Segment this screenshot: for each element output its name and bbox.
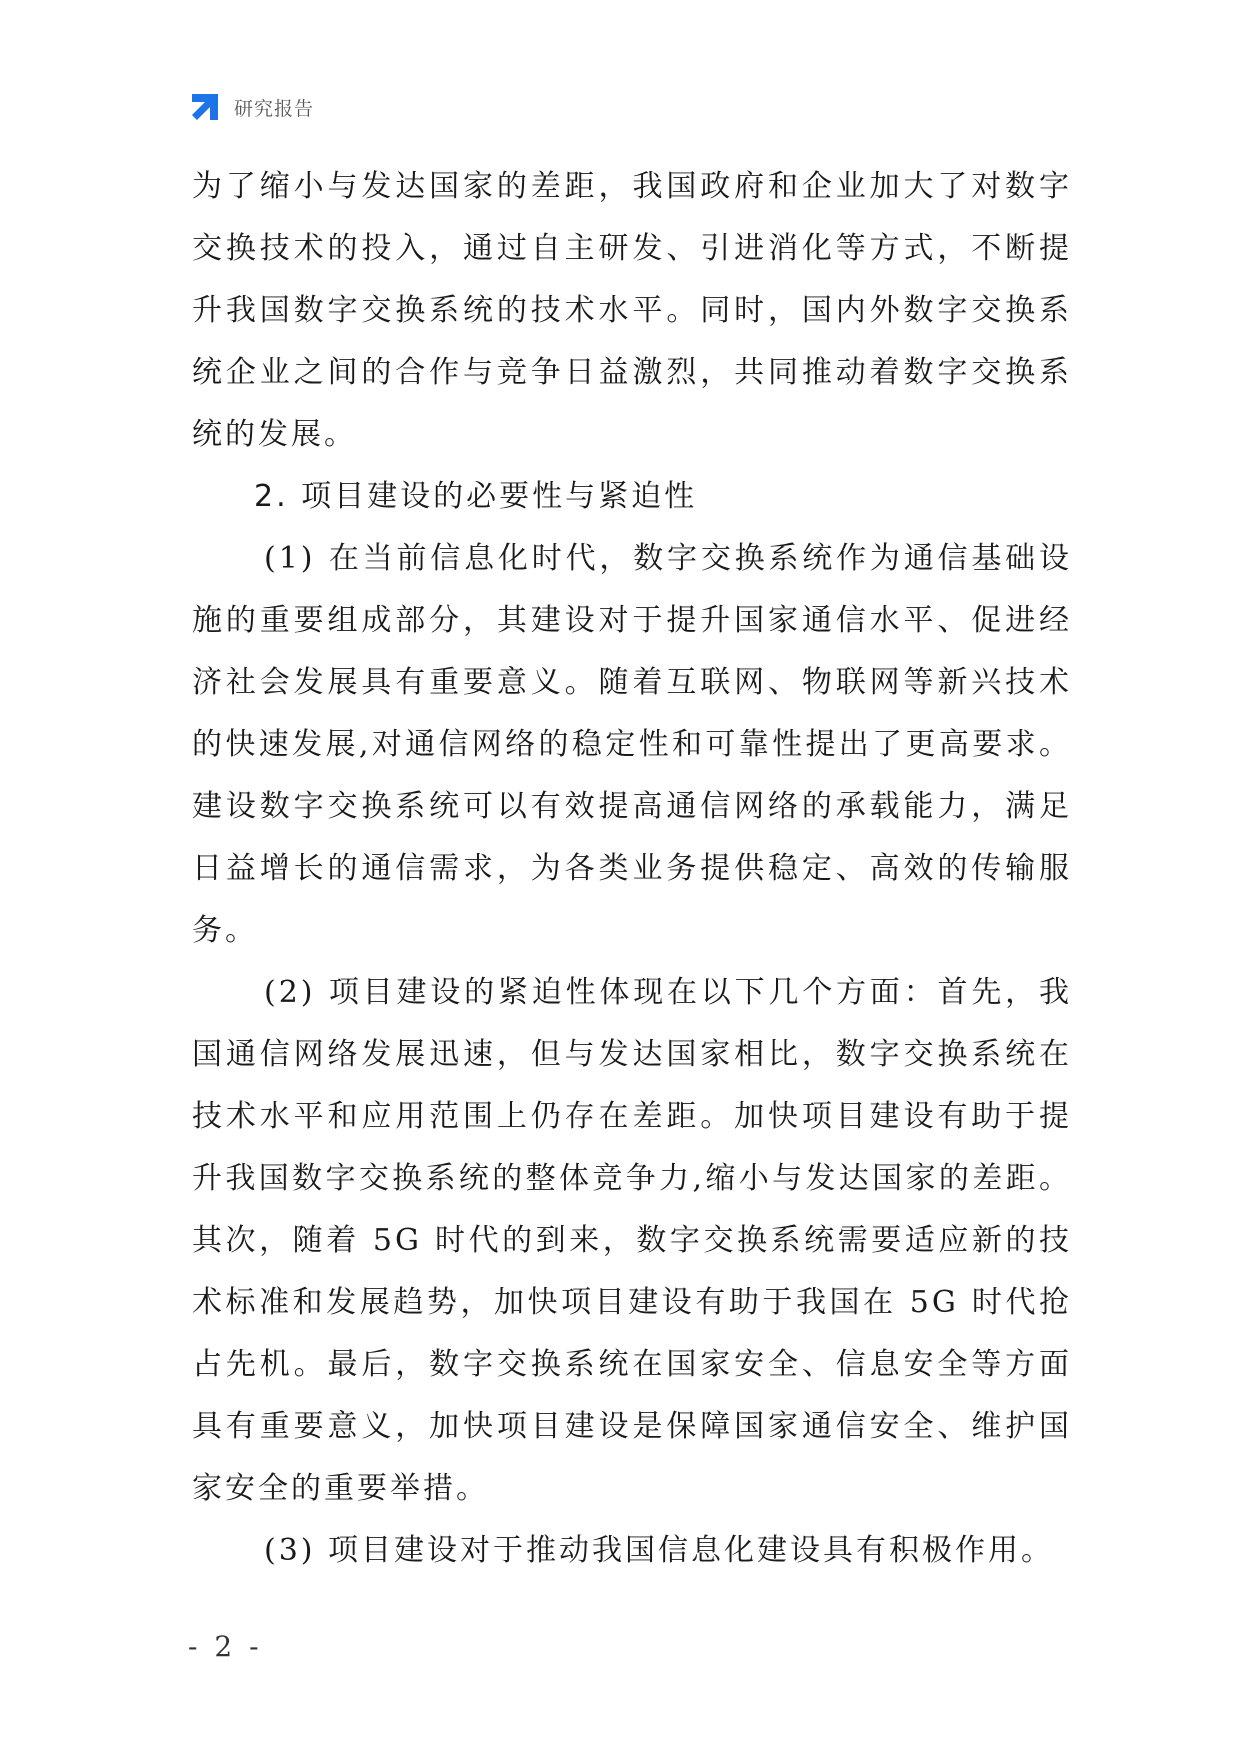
page-header (188, 90, 314, 124)
paragraph-1: 为了缩小与发达国家的差距，我国政府和企业加大了对数字交换技术的投入，通过自主研发、引进消化等方式，不断提升我国数字交换系统的技术水平。同时，国内外数字交换系统企业之间的合作与竞争日益激烈，共同推动着数字交换系统的发展。 (192, 169, 1072, 452)
section-heading (192, 466, 1072, 528)
section-heading-text: 项目建设的必要性与紧迫性 (301, 479, 698, 514)
page-number: - 2 - (188, 1630, 263, 1663)
header-title: 研究报告 (234, 97, 315, 120)
document-body (192, 156, 1072, 1582)
paragraph-3: (2) 项目建设的紧迫性体现在以下几个方面：首先，我国通信网络发展迅速，但与发达国家相比，数字交换系统在技术水平和应用范围上仍存在差距。加快项目建设有助于提升我国数字交换系统的整体竞争力,缩小与发达国家的差距。其次，随着 5G 时代的到来，数字交换系统需要适应新的技术标准和发展趋势，加快项目建设有助于我国在 5G 时代抢占先机。最后，数字交换系统在国家安全、信息安全等方面具有重要意义，加快项目建设是保障国家通信安全、维护国家安全的重要举措。 (192, 975, 1072, 1506)
paragraph-2: (1) 在当前信息化时代，数字交换系统作为通信基础设施的重要组成部分，其建设对于提升国家通信水平、促进经济社会发展具有重要意义。随着互联网、物联网等新兴技术的快速发展,对通信网络的稳定性和可靠性提出了更高要求。建设数字交换系统可以有效提高通信网络的承载能力，满足日益增长的通信需求，为各类业务提供稳定、高效的传输服务。 (192, 541, 1072, 948)
section-heading-number: 2. (254, 479, 289, 514)
paragraph-4: (3) 项目建设对于推动我国信息化建设具有积极作用。 (264, 1533, 1055, 1568)
arrow-logo-icon (188, 90, 222, 124)
